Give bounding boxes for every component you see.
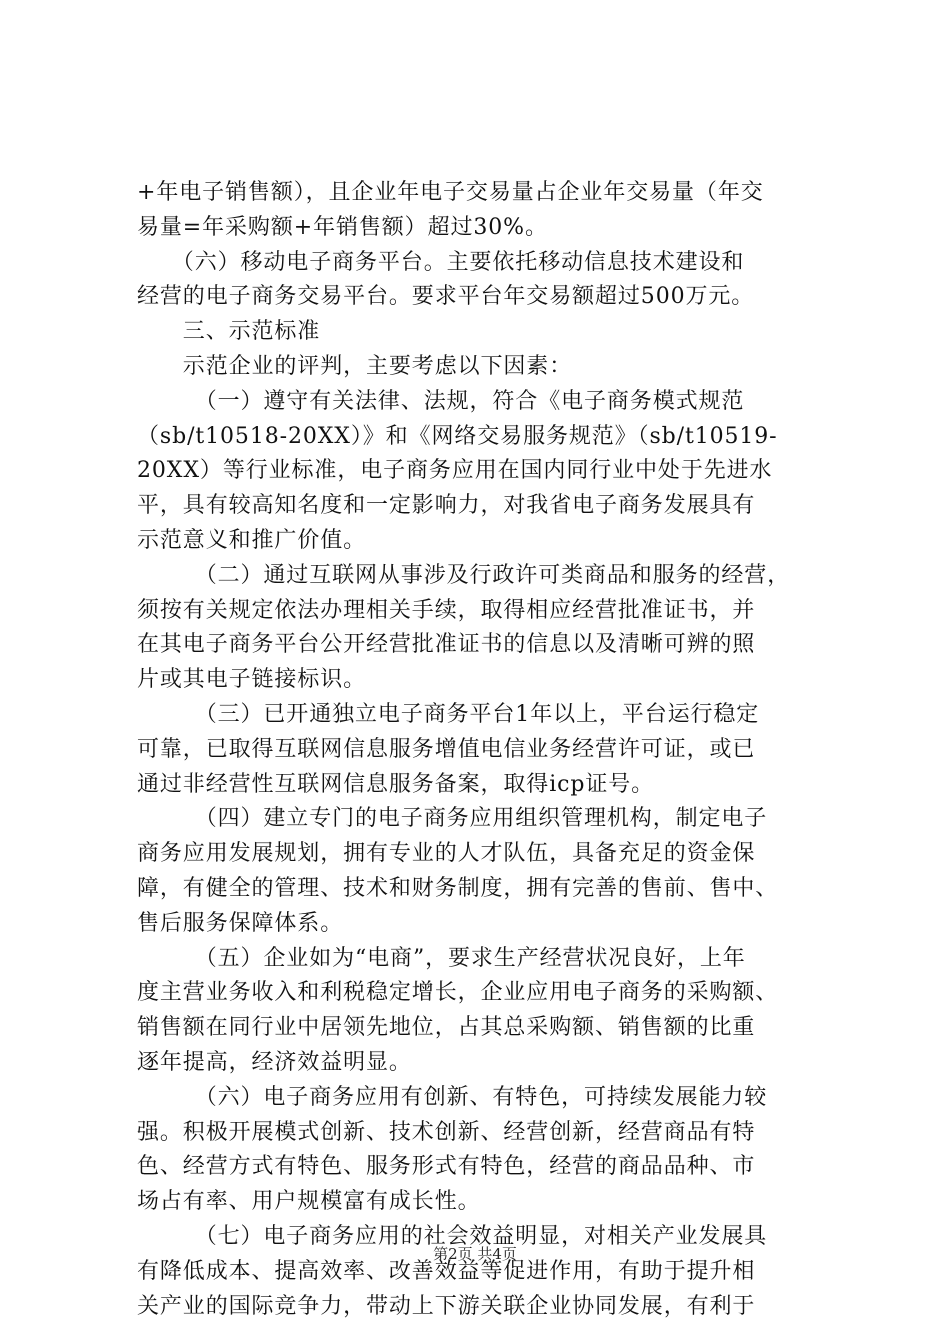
- text-line: 通过非经营性互联网信息服务备案，取得icp证号。: [137, 771, 655, 797]
- text-line: +年电子销售额），且企业年电子交易量占企业年交易量（年交: [137, 180, 764, 205]
- text-line: （三）已开通独立电子商务平台1年以上，平台运行稳定: [137, 701, 760, 727]
- text-line: 商务应用发展规划，拥有专业的人才队伍，具备充足的资金保: [137, 841, 756, 867]
- text-line: （二）通过互联网从事涉及行政许可类商品和服务的经营，: [137, 562, 791, 588]
- body-text: [137, 176, 829, 1324]
- text-line: 有降低成本、提高效率、改善效益等促进作用，有助于提升相: [137, 1258, 756, 1284]
- text-line: 关产业的国际竞争力，带动上下游关联企业协同发展，有利于: [137, 1293, 756, 1319]
- text-line: 片或其电子链接标识。: [137, 667, 367, 693]
- page-number-label: 第2页 共4页: [433, 1245, 517, 1263]
- text-line: （五）企业如为“电商”，要求生产经营状况良好，上年: [137, 945, 746, 971]
- section-heading: 三、示范标准: [137, 319, 321, 345]
- text-line: （六）移动电子商务平台。主要依托移动信息技术建设和: [137, 249, 745, 275]
- text-line: 逐年提高，经济效益明显。: [137, 1049, 412, 1075]
- text-line: 场占有率、用户规模富有成长性。: [137, 1189, 481, 1215]
- text-line: （一）遵守有关法律、法规，符合《电子商务模式规范: [137, 388, 745, 414]
- text-line: （六）电子商务应用有创新、有特色，可持续发展能力较: [137, 1084, 768, 1110]
- text-line: 20XX）等行业标准，电子商务应用在国内同行业中处于先进水: [137, 458, 773, 484]
- text-line: 色、经营方式有特色、服务形式有特色，经营的商品品种、市: [137, 1154, 756, 1180]
- text-line: 示范企业的评判，主要考虑以下因素：: [137, 353, 573, 379]
- text-line: 可靠，已取得互联网信息服务增值电信业务经营许可证，或已: [137, 736, 756, 762]
- text-line: 售后服务保障体系。: [137, 910, 344, 936]
- text-line: 经营的电子商务交易平台。要求平台年交易额超过500万元。: [137, 284, 755, 310]
- text-line: 示范意义和推广价值。: [137, 527, 367, 553]
- text-line: 须按有关规定依法办理相关手续，取得相应经营批准证书，并: [137, 597, 756, 623]
- text-line: 障，有健全的管理、技术和财务制度，拥有完善的售前、售中、: [137, 875, 779, 901]
- text-line: （四）建立专门的电子商务应用组织管理机构，制定电子: [137, 806, 768, 832]
- text-line: 平，具有较高知名度和一定影响力，对我省电子商务发展具有: [137, 493, 756, 519]
- text-line: 强。积极开展模式创新、技术创新、经营创新，经营商品有特: [137, 1119, 756, 1145]
- text-line: （sb/t10518-20XX）》和《网络交易服务规范》（sb/t10519-: [137, 423, 778, 449]
- text-line: （七）电子商务应用的社会效益明显，对相关产业发展具: [137, 1223, 768, 1249]
- text-line: 销售额在同行业中居领先地位，占其总采购额、销售额的比重: [137, 1015, 756, 1041]
- page-footer: [0, 1244, 950, 1264]
- text-line: 在其电子商务平台公开经营批准证书的信息以及清晰可辨的照: [137, 632, 756, 658]
- text-line: 易量=年采购额+年销售额）超过30%。: [137, 214, 548, 240]
- text-line: 度主营业务收入和利税稳定增长，企业应用电子商务的采购额、: [137, 980, 779, 1006]
